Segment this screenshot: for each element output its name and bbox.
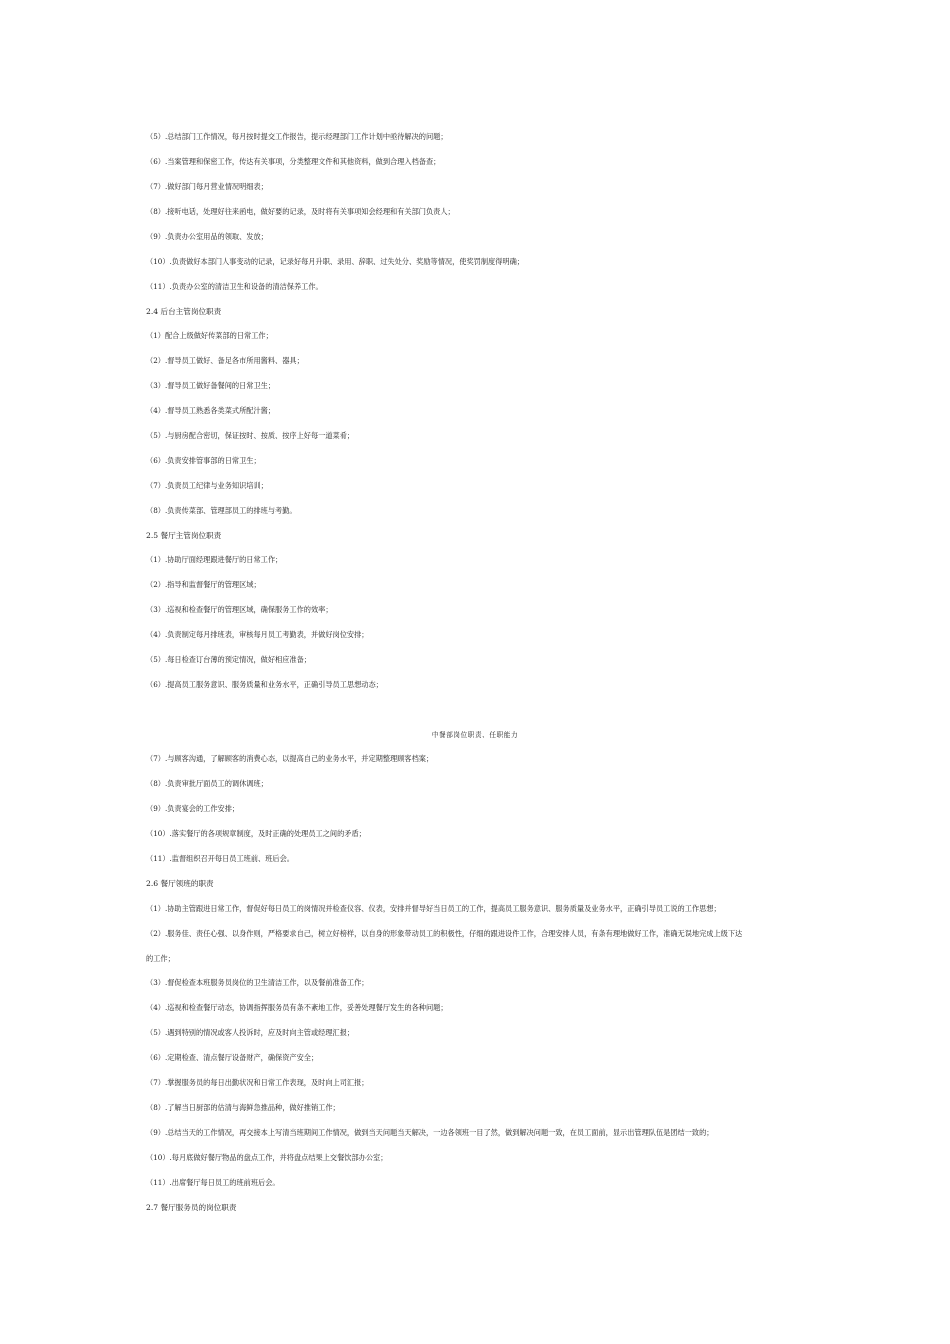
list-item: （7）.掌握服务员的每日出勤状况和日常工作表现，及时向上司汇报； xyxy=(146,1078,369,1087)
list-item: （4）.巡视和检查餐厅动态，协调指挥服务员有条不紊地工作，妥善处理餐厅发生的各种问题； xyxy=(146,1003,448,1012)
page-header-title: 中餐部岗位职责、任职能力 xyxy=(431,731,519,739)
list-item: （5）.总结部门工作情况，每月按时提交工作报告，提示经理部门工作计划中亟待解决的问题； xyxy=(146,132,448,141)
list-item: （3）.督导员工做好备餐间的日常卫生； xyxy=(146,381,276,390)
list-item: （5）.遇到特别的情况或客人投诉时，应及时向主管或经理汇报； xyxy=(146,1028,355,1037)
list-item: （6）.负责安排管事部的日常卫生； xyxy=(146,456,261,465)
list-item: （10）.每月底做好餐厅物品的盘点工作，并将盘点结果上交餐饮部办公室； xyxy=(146,1153,388,1162)
list-item: （8）.负责传菜部、管理部员工的排班与考勤。 xyxy=(146,506,297,515)
list-item: （7）.负责员工纪律与业务知识培训； xyxy=(146,481,268,490)
list-item: （2）.督导员工做好、备足各市所用酱料、器具； xyxy=(146,356,304,365)
list-item: （9）.负责办公室用品的领取、发放； xyxy=(146,232,268,241)
list-item: （9）.总结当天的工作情况，再交接本上写清当班期间工作情况，做到当天问题当天解决，一边各领班一目了然，做到解决问题一致，在员工面前，显示出管理队伍是团结一致的； xyxy=(146,1128,714,1137)
list-item: （8）.接听电话，处理好往来函电，做好要的记录，及时将有关事项知会经理和有关部门负责人； xyxy=(146,207,455,216)
list-item-continuation: 的工作； xyxy=(146,954,175,963)
list-item: （8）.了解当日厨部的估清与海鲜急推品种，做好推销工作； xyxy=(146,1103,340,1112)
list-item: （5）.每日检查订台薄的预定情况，做好相应准备； xyxy=(146,655,311,664)
list-item: （7）.与顾客沟通，了解顾客的消费心态，以提高自己的业务水平，并定期整理顾客档案； xyxy=(146,754,434,763)
list-item: （11）.监督组织召开每日员工班前、班后会。 xyxy=(146,854,294,863)
list-item: （11）.出席餐厅每日员工的班前班后会。 xyxy=(146,1178,280,1187)
list-item: （8）.负责审批厅面员工的调休调班； xyxy=(146,779,268,788)
list-item: （4）.督导员工熟悉各类菜式所配汁酱； xyxy=(146,406,276,415)
list-item: （3）.巡视和检查餐厅的管理区域，确保服务工作的效率； xyxy=(146,605,333,614)
list-item: （1）配合上级做好传菜部的日常工作； xyxy=(146,331,273,340)
section-heading-2-4: 2.4 后台主管岗位职责 xyxy=(146,307,222,316)
list-item: （6）.当案管理和保密工作，传达有关事项，分类整理文件和其他资料，做到合理入档备查； xyxy=(146,157,441,166)
list-item: （9）.负责宴会的工作安排； xyxy=(146,804,240,813)
list-item: （7）.做好部门每月营业情况明细表； xyxy=(146,182,268,191)
list-item: （5）.与厨房配合密切，保证按时、按质、按序上好每一道菜肴； xyxy=(146,431,355,440)
list-item: （1）.协助主管跟进日常工作，督促好每日员工的岗情况并检查仪容、仪表，安排并督导好当日员工的工作，提高员工服务意识、服务质量及业务水平，正确引导员工说的工作思想； xyxy=(146,904,721,913)
list-item: （11）.负责办公室的清洁卫生和设备的清洁保养工作。 xyxy=(146,282,323,291)
list-item: （2）.指导和监督餐厅的管理区域； xyxy=(146,580,261,589)
list-item: （10）.负责做好本部门人事变动的记录，记录好每月升职、录用、辞职、过失处分、奖励等情况，使奖罚制度得明确； xyxy=(146,257,524,266)
list-item: （10）.落实餐厅的各项规章制度，及时正确的处理员工之间的矛盾； xyxy=(146,829,366,838)
section-heading-2-5: 2.5 餐厅主管岗位职责 xyxy=(146,531,222,540)
list-item: （2）.服务佳、责任心强、以身作则，严格要求自己，树立好榜样，以自身的形象带动员工的积极性，仔细的跟进设件工作，合理安排人员，有条有理地做好工作，准确无误地完成上级下达 xyxy=(146,929,743,938)
section-heading-2-7: 2.7 餐厅服务员的岗位职责 xyxy=(146,1203,237,1212)
list-item: （6）.提高员工服务意识、服务质量和业务水平，正确引导员工思想动态； xyxy=(146,680,383,689)
list-item: （1）.协助厅面经理跟进餐厅的日常工作； xyxy=(146,555,283,564)
list-item: （3）.督促检查本班服务员岗位的卫生清洁工作，以及餐前准备工作； xyxy=(146,978,369,987)
section-heading-2-6: 2.6 餐厅领班的职责 xyxy=(146,879,214,888)
list-item: （6）.定期检查、清点餐厅设备财产，确保资产安全； xyxy=(146,1053,319,1062)
list-item: （4）.负责制定每月排班表，审核每月员工考勤表，并做好岗位安排； xyxy=(146,630,369,639)
